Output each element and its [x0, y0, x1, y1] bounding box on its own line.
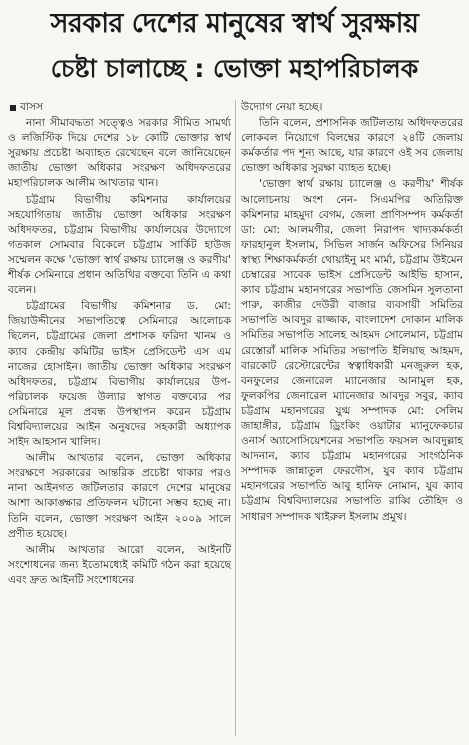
paragraph: চট্টগ্রামের বিভাগীয় কমিশনার ড. মো: জিয়াউদ্দীনের সভাপতিত্বে সেমিনারে আলোচক ছিলেন, চট্টগ্রামের জেলা প্রশাসক ফরিদা খানম ও ক্যাব কেন্দ্রীয় কমিটির ভাইস প্রেসিডেন্ট এস এম নাজের হোসাইন। জাতীয় ভোক্তা অধিকার সংরক্ষণ অধিদফতর, চট্টগ্রাম বিভাগীয় কার্যালয়ের উপ-পরিচালক ফয়েজ উল্যার স্বাগত বক্তব্যের পর সেমিনারে মূল প্রবন্ধ উপস্থাপন করেন চট্টগ্রাম বিশ্ববিদ্যালয়ের আইন অনুষদের সহকারী অধ্যাপক সাইদ আহসান খালিদ। — [8, 300, 231, 449]
headline — [0, 0, 469, 96]
left-column — [8, 100, 231, 740]
paragraph: তিনি বলেন, প্রশাসনিক জটিলতায় অধিদফতরের লোকবল নিয়োগে বিলম্বের কারণে ২৪টি জেলায় কর্মকর্তার পদ শূন্য আছে, যার কারণে ওই সব জেলায় ভোক্তা অধিকার সুরক্ষা ব্যাহত হচ্ছে। — [241, 117, 463, 175]
byline-source: বাসস — [20, 101, 43, 113]
paragraph: আলীম আখতার আরো বলেন, আইনটি সংশোধনের জন্য ইতোমধ্যেই কমিটি গঠন করা হয়েছে এবং দ্রুত আইনটি সংশোধনের — [8, 543, 231, 586]
right-column — [241, 100, 463, 740]
byline-bullet-icon — [10, 105, 16, 111]
paragraph: নানা সীমাবদ্ধতা সত্ত্বেও সরকার সীমিত সামর্থ্য ও লজিস্টিক দিয়ে দেশের ১৮ কোটি ভোক্তার স্বার্থ সুরক্ষায় প্রচেষ্টা অব্যাহত রেখেছেন বলে জানিয়েছেন জাতীয় ভোক্তা অধিকার সংরক্ষণ অধিদফতরের মহাপরিচালক আলীম আখতার খান। — [8, 117, 231, 190]
byline — [8, 100, 231, 115]
paragraph: চট্টগ্রাম বিভাগীয় কমিশনার কার্যালয়ের সহযোগিতায় জাতীয় ভোক্তা অধিকার সংরক্ষণ অধিদফতর, চট্টগ্রাম বিভাগীয় কার্যালয়ের উদ্যোগে গতকাল সোমবার বিকেলে চট্টগ্রাম সার্কিট হাউজ সম্মেলন কক্ষে 'ভোক্তা স্বার্থ রক্ষায় চ্যালেঞ্জ ও করণীয়' শীর্ষক সেমিনারে প্রধান অতিথির বক্তব্যে তিনি এ কথা বলেন। — [8, 193, 231, 297]
headline-line-2: চেষ্টা চালাচ্ছে : ভোক্তা মহাপরিচালক — [50, 54, 419, 83]
paragraph: 'ভোক্তা স্বার্থ রক্ষায় চ্যালেঞ্জ ও করণীয়' শীর্ষক আলোচনায় অংশ নেন- সিএমপির অতিরিক্ত কমিশনার মাহমুদা বেগম, জেলা প্রাণিসম্পদ কর্মকর্তা ডা: মো: আলমগীর, জেলা নিরাপদ খাদ্যকর্মকর্তা ফারহানুল ইসলাম, সিভিল সার্জন অফিসের সিনিয়র স্বাস্থ্য শিক্ষাকর্মকর্তা থোয়াইনু মং মার্মা, চট্টগ্রাম উইমেন চেম্বারের সাবেক ভাইস প্রেসিডেন্ট আইভি হাসান, ক্যাব চট্টগ্রাম মহানগরের সভাপতি জেসমিন সুলতানা পারু, কাজীর দেউরী বাজার ব্যবসায়ী সমিতির সভাপতি আবদুর রাজ্জাক, বাংলাদেশ দোকান মালিক সমিতির সভাপতি সালেহ আহমদ সোলেমান, চট্টগ্রাম রেস্তোরাঁ মালিক সমিতির সভাপতি ইলিয়াছ আহমদ, বারকোট রেস্টোরেন্টের স্বত্বাধিকারী মনজুরুল হক, বনফুলের জেনারেল ম্যানেজার আনামুল হক, ফুলকপির জেনারেল ম্যানেজার আবদুর সবুর, ক্যাব চট্টগ্রাম মহানগরের যুগ্ম সম্পাদক মো: সেলিম জাহাঙ্গীর, চট্টগ্রাম ড্রিংকিং ওয়াটার ম্যানুফেকচার ওনার্স অ্যাসোসিয়েশনের সভাপতি ফয়সল আবদুল্লাহ আদনান, ক্যাব চট্টগ্রাম মহানগরের সাংগঠনিক সম্পাদক জান্নাতুল ফেরদৌস, যুব ক্যাব চট্টগ্রাম মহানগরের সভাপতি আবু হানিফ নোমান, যুব ক্যাব চট্টগ্রাম বিশ্ববিদ্যালয়ের সভাপতি রাব্বি তৌহিদ ও সাধারণ সম্পাদক খাইরুল ইসলাম প্রমুখ। — [241, 178, 463, 523]
paragraph: উদ্যোগ নেয়া হচ্ছে। — [241, 101, 323, 113]
headline-line-1: সরকার দেশের মানুষের স্বার্থ সুরক্ষায় — [50, 8, 419, 39]
paragraph: আলীম আখতার বলেন, ভোক্তা অধিকার সংরক্ষণে সরকারের আন্তরিক প্রচেষ্টা থাকার পরও নানা আইনগত জটিলতার কারণে দেশের মানুষের আশা আকাঙ্ক্ষার প্রতিফলন ঘটানো সম্ভব হচ্ছে না। তিনি বলেন, ভোক্তা সংরক্ষণ আইন ২০০৯ সালে প্রণীত হয়েছে। — [8, 452, 231, 540]
column-divider — [235, 100, 236, 736]
